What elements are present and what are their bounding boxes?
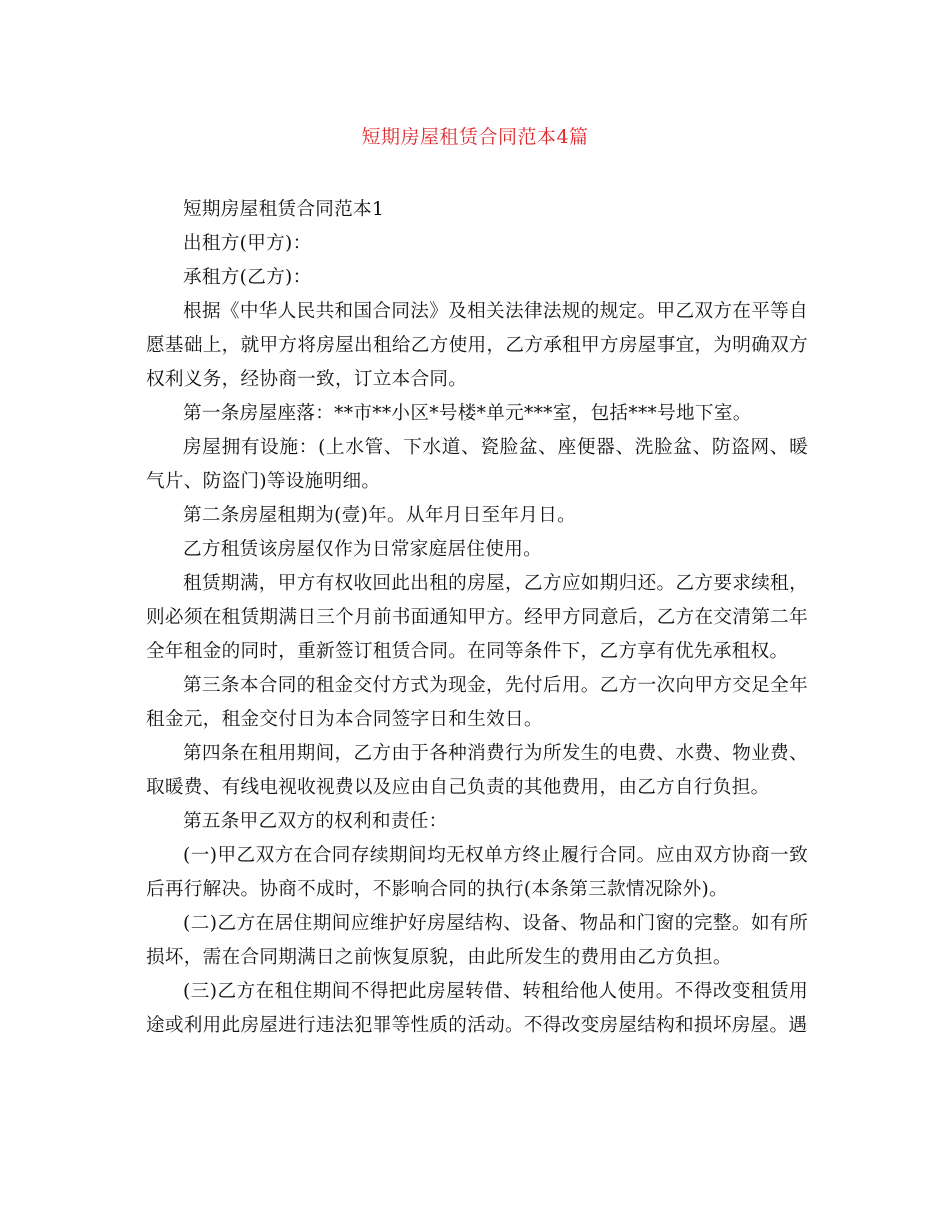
paragraph-article-4: 第四条在租用期间，乙方由于各种消费行为所发生的电费、水费、物业费、取暖费、有线电视收视费以及应由自己负责的其他费用，由乙方自行负担。 xyxy=(146,743,808,798)
paragraph-article-5: 第五条甲乙双方的权利和责任： xyxy=(183,811,448,832)
paragraph-clause-1: (一)甲乙双方在合同存续期间均无权单方终止履行合同。应由双方协商一致后再行解决。协商不成时，不影响合同的执行(本条第三款情况除外)。 xyxy=(146,845,808,900)
paragraph-clause-2: (二)乙方在居住期间应维护好房屋结构、设备、物品和门窗的完整。如有所损坏，需在合同期满日之前恢复原貌，由此所发生的费用由乙方负担。 xyxy=(146,913,808,968)
paragraph-article-3: 第三条本合同的租金交付方式为现金，先付后用。乙方一次向甲方交足全年租金元，租金交付日为本合同签字日和生效日。 xyxy=(146,675,808,730)
paragraph-usage: 乙方租赁该房屋仅作为日常家庭居住使用。 xyxy=(183,539,542,560)
paragraph-article-1: 第一条房屋座落：**市**小区*号楼*单元***室，包括***号地下室。 xyxy=(183,403,752,424)
paragraph-article-2: 第二条房屋租期为(壹)年。从年月日至年月日。 xyxy=(183,505,576,526)
paragraph-lessor: 出租方(甲方)： xyxy=(183,233,312,254)
paragraph-facilities: 房屋拥有设施：(上水管、下水道、瓷脸盆、座便器、洗脸盆、防盗网、暖气片、防盗门)等设施明细。 xyxy=(146,437,808,492)
paragraph-clause-3: (三)乙方在租住期间不得把此房屋转借、转租给他人使用。不得改变租赁用途或利用此房屋进行违法犯罪等性质的活动。不得改变房屋结构和损坏房屋。遇 xyxy=(146,981,808,1036)
paragraph-lessee: 承租方(乙方)： xyxy=(183,267,312,288)
document-title: 短期房屋租赁合同范本4篇 xyxy=(361,126,589,148)
document-body xyxy=(146,193,808,1043)
paragraph-heading: 短期房屋租赁合同范本1 xyxy=(183,199,385,220)
paragraph-renewal: 租赁期满，甲方有权收回此出租的房屋，乙方应如期归还。乙方要求续租，则必须在租赁期满日三个月前书面通知甲方。经甲方同意后，乙方在交清第二年全年租金的同时，重新签订租赁合同。在同等条件下，乙方享有优先承租权。 xyxy=(146,573,808,662)
paragraph-preamble: 根据《中华人民共和国合同法》及相关法律法规的规定。甲乙双方在平等自愿基础上，就甲方将房屋出租给乙方使用，乙方承租甲方房屋事宜，为明确双方权利义务，经协商一致，订立本合同。 xyxy=(146,301,808,390)
